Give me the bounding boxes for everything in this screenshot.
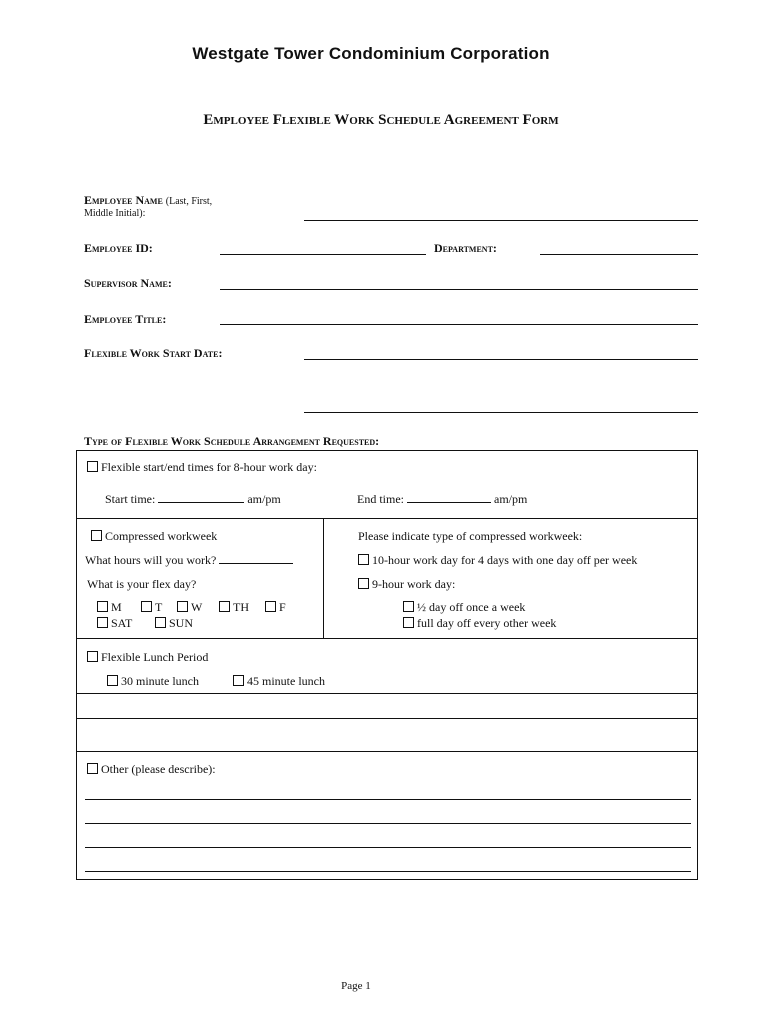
lunch-45-label: 45 minute lunch <box>247 674 325 688</box>
day-T[interactable] <box>141 600 162 615</box>
option-full-day-label: full day off every other week <box>417 616 557 630</box>
schedule-heading: Type of Flexible Work Schedule Arrangement Requested: <box>84 434 380 448</box>
option-full-day[interactable] <box>403 616 556 631</box>
other-line-3[interactable] <box>85 847 691 848</box>
employee-name-hint-2: Middle Initial): <box>84 208 146 219</box>
end-time-label: End time: <box>357 492 404 506</box>
employee-id-field[interactable] <box>220 254 426 255</box>
option-full-day-checkbox[interactable] <box>403 617 414 628</box>
other-label: Other (please describe): <box>101 762 216 776</box>
day-SUN-label: SUN <box>169 616 194 630</box>
divider <box>77 718 697 719</box>
option-9hr-label: 9-hour work day: <box>372 577 456 591</box>
compressed-option[interactable] <box>91 529 217 544</box>
option-10hr-label: 10-hour work day for 4 days with one day off per week <box>372 553 638 567</box>
option-half-day-checkbox[interactable] <box>403 601 414 612</box>
employee-name-field[interactable] <box>304 220 698 221</box>
lunch-30[interactable] <box>107 674 199 689</box>
day-SAT-label: SAT <box>111 616 133 630</box>
option-10hr-checkbox[interactable] <box>358 554 369 565</box>
other-option[interactable] <box>87 762 216 777</box>
department-label: Department: <box>434 241 497 255</box>
day-SAT[interactable] <box>97 616 132 631</box>
lunch-label: Flexible Lunch Period <box>101 650 209 664</box>
end-ampm: am/pm <box>494 492 528 506</box>
other-checkbox[interactable] <box>87 763 98 774</box>
employee-id-label: Employee ID: <box>84 241 153 255</box>
option-9hr-checkbox[interactable] <box>358 578 369 589</box>
start-time-label: Start time: <box>105 492 156 506</box>
employee-name-label <box>84 193 212 208</box>
compressed-type-prompt: Please indicate type of compressed workweek: <box>358 529 583 543</box>
day-M-checkbox[interactable] <box>97 601 108 612</box>
day-SUN-checkbox[interactable] <box>155 617 166 628</box>
page-number: Page 1 <box>341 980 371 992</box>
end-time-row <box>357 492 527 507</box>
lunch-checkbox[interactable] <box>87 651 98 662</box>
day-T-label: T <box>155 600 163 614</box>
extra-blank-field[interactable] <box>304 412 698 413</box>
day-W-checkbox[interactable] <box>177 601 188 612</box>
day-TH-label: TH <box>233 600 249 614</box>
flex-times-option[interactable] <box>87 460 317 475</box>
lunch-30-label: 30 minute lunch <box>121 674 199 688</box>
day-F[interactable] <box>265 600 286 615</box>
day-F-checkbox[interactable] <box>265 601 276 612</box>
lunch-45[interactable] <box>233 674 325 689</box>
day-TH-checkbox[interactable] <box>219 601 230 612</box>
day-TH[interactable] <box>219 600 249 615</box>
flex-day-question: What is your flex day? <box>87 577 197 591</box>
employee-title-field[interactable] <box>220 324 698 325</box>
other-line-2[interactable] <box>85 823 691 824</box>
day-M[interactable] <box>97 600 122 615</box>
option-half-day[interactable] <box>403 600 525 615</box>
day-SUN[interactable] <box>155 616 193 631</box>
option-half-day-label: ½ day off once a week <box>417 600 526 614</box>
hours-field[interactable] <box>219 553 293 564</box>
day-F-label: F <box>279 600 286 614</box>
option-9hr[interactable] <box>358 577 455 592</box>
department-field[interactable] <box>540 254 698 255</box>
hours-row <box>85 553 293 568</box>
form-title: Employee Flexible Work Schedule Agreement Form <box>203 112 559 128</box>
supervisor-name-field[interactable] <box>220 289 698 290</box>
other-line-4[interactable] <box>85 871 691 872</box>
compressed-checkbox[interactable] <box>91 530 102 541</box>
day-W-label: W <box>191 600 203 614</box>
divider <box>77 638 697 639</box>
hours-question: What hours will you work? <box>85 553 217 567</box>
employee-title-label: Employee Title: <box>84 312 167 326</box>
column-divider <box>323 518 324 638</box>
lunch-option[interactable] <box>87 650 208 665</box>
divider <box>77 693 697 694</box>
option-10hr[interactable] <box>358 553 637 568</box>
lunch-45-checkbox[interactable] <box>233 675 244 686</box>
compressed-label: Compressed workweek <box>105 529 218 543</box>
start-time-field[interactable] <box>158 492 244 503</box>
day-W[interactable] <box>177 600 202 615</box>
divider <box>77 518 697 519</box>
start-time-row <box>105 492 281 507</box>
other-line-1[interactable] <box>85 799 691 800</box>
employee-name-label-text: Employee Name <box>84 193 163 207</box>
start-ampm: am/pm <box>247 492 281 506</box>
flex-times-label: Flexible start/end times for 8-hour work day: <box>101 460 317 474</box>
divider <box>77 751 697 752</box>
day-M-label: M <box>111 600 122 614</box>
day-T-checkbox[interactable] <box>141 601 152 612</box>
employee-name-hint: (Last, First, <box>165 196 213 207</box>
start-date-field[interactable] <box>304 359 698 360</box>
start-date-label: Flexible Work Start Date: <box>84 346 223 360</box>
flex-times-checkbox[interactable] <box>87 461 98 472</box>
schedule-table <box>76 450 698 880</box>
supervisor-name-label: Supervisor Name: <box>84 276 172 290</box>
day-SAT-checkbox[interactable] <box>97 617 108 628</box>
end-time-field[interactable] <box>407 492 491 503</box>
organization-title: Westgate Tower Condominium Corporation <box>192 44 550 63</box>
lunch-30-checkbox[interactable] <box>107 675 118 686</box>
